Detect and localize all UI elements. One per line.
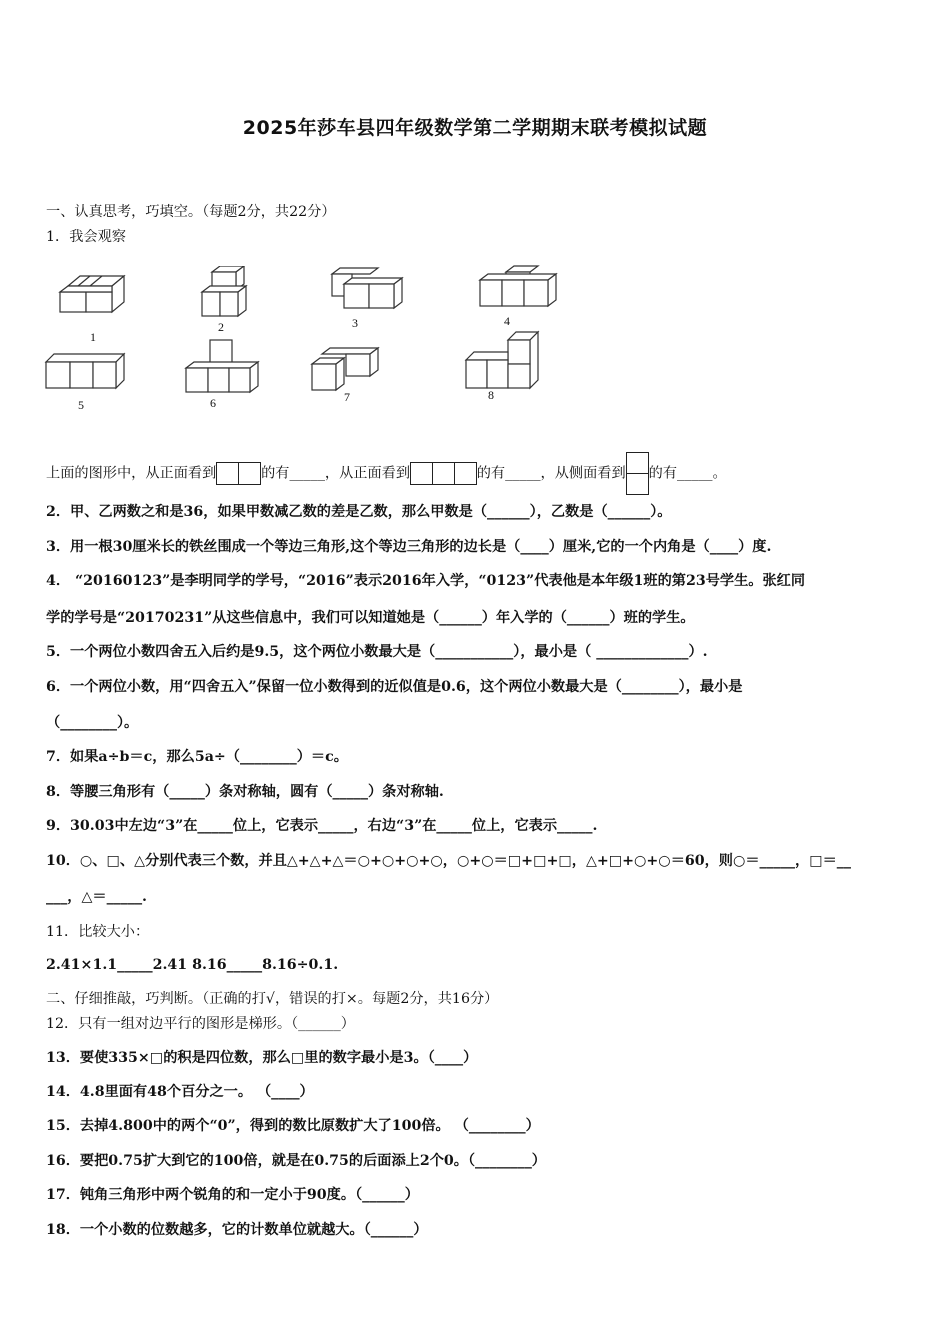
page-title: 2025年莎车县四年级数学第二学期期末联考模拟试题 [242, 117, 708, 139]
cube-figure-8 [464, 330, 544, 402]
question-18: 18．一个小数的位数越多，它的计数单位就越大。（______） [46, 1222, 428, 1238]
question-9: 9．30.03中左边“3”在_____位上，它表示_____，右边“3”在_____位上，它表示_____. [46, 818, 598, 834]
question-2: 2．甲、乙两数之和是36，如果甲数减乙数的差是乙数，那么甲数是（______），乙数是（______）。 [46, 504, 672, 520]
cube-figure-6 [184, 338, 264, 410]
question-8: 8．等腰三角形有（_____）条对称轴，圆有（_____）条对称轴. [46, 784, 444, 800]
question-6-line-1: 6．一个两位小数，用“四舍五入”保留一位小数得到的近似值是0.6，这个两位小数最大是（________），最小是 [46, 679, 743, 695]
question-3: 3．用一根30厘米长的铁丝围成一个等边三角形,这个等边三角形的边长是（____）厘米,它的一个内角是（____）度. [46, 539, 772, 555]
cube-figure-2 [198, 266, 268, 334]
question-15: 15．去掉4.800中的两个“0”，得到的数比原数扩大了100倍。 （________） [46, 1118, 540, 1134]
question-4-line-2: 学的学号是“20170231”从这些信息中，我们可以知道她是（______）年入学的（______）班的学生。 [46, 610, 695, 626]
question-17: 17．钝角三角形中两个锐角的和一定小于90度。（______） [46, 1187, 419, 1203]
question-4-line-1: 4． “20160123”是李明同学的学号，“2016”表示2016年入学，“0123”代表他是本年级1班的第23号学生。张红同 [46, 573, 806, 589]
two-square-row-icon [216, 462, 261, 485]
q1-text-c: 的有_____，从侧面看到 [476, 465, 626, 482]
figure-label-6: 6 [210, 396, 216, 410]
section-2-heading: 二、仔细推敲，巧判断。（正确的打√，错误的打×。每题2分，共16分） [46, 991, 499, 1007]
cube-figure-3 [330, 266, 420, 330]
figure-label-4: 4 [504, 314, 510, 328]
q1-text-a: 上面的图形中，从正面看到 [46, 465, 217, 482]
two-square-column-icon [626, 452, 649, 495]
three-square-row-icon [410, 462, 477, 485]
question-16: 16．要把0.75扩大到它的100倍，就是在0.75的后面添上2个0。（________） [46, 1153, 546, 1169]
figure-label-8: 8 [488, 388, 494, 402]
question-10-line-1: 10．○、□、△分别代表三个数，并且△+△+△＝○+○+○+○，○+○＝□+□+□，△+□+○+○＝60，则○＝_____，□＝__ [46, 853, 851, 869]
q1-text-b: 的有_____，从正面看到 [261, 465, 411, 482]
question-1-heading: 1．我会观察 [46, 229, 126, 245]
question-5: 5．一个两位小数四舍五入后约是9.5，这个两位小数最大是（___________），最小是（ _____________）. [46, 644, 708, 660]
question-7: 7．如果a÷b＝c，那么5a÷（________）＝c。 [46, 749, 348, 765]
cube-figures [40, 262, 580, 422]
cube-figure-4 [476, 264, 566, 328]
figure-label-2: 2 [218, 320, 224, 334]
figure-label-3: 3 [352, 316, 358, 330]
cube-figure-1 [54, 272, 134, 344]
question-10-line-2: ___，△＝_____. [46, 889, 147, 905]
question-12: 12．只有一组对边平行的图形是梯形。（______） [46, 1016, 355, 1032]
question-14: 14．4.8里面有48个百分之一。 （____） [46, 1084, 314, 1100]
question-1-text [46, 452, 727, 495]
figure-label-7: 7 [344, 390, 350, 404]
cube-figure-7 [310, 346, 390, 404]
q1-text-d: 的有_____。 [648, 465, 727, 482]
figure-label-1: 1 [90, 330, 96, 344]
section-1-heading: 一、认真思考，巧填空。（每题2分，共22分） [46, 204, 336, 220]
figure-label-5: 5 [78, 398, 84, 412]
question-11-heading: 11．比较大小： [46, 924, 150, 940]
question-6-line-2: （________）。 [46, 715, 139, 731]
question-13: 13．要使335×□的积是四位数，那么□里的数字最小是3。（____） [46, 1050, 478, 1066]
question-11-comparison: 2.41×1.1_____2.41 8.16_____8.16÷0.1. [46, 957, 339, 973]
cube-figure-5 [44, 350, 134, 412]
